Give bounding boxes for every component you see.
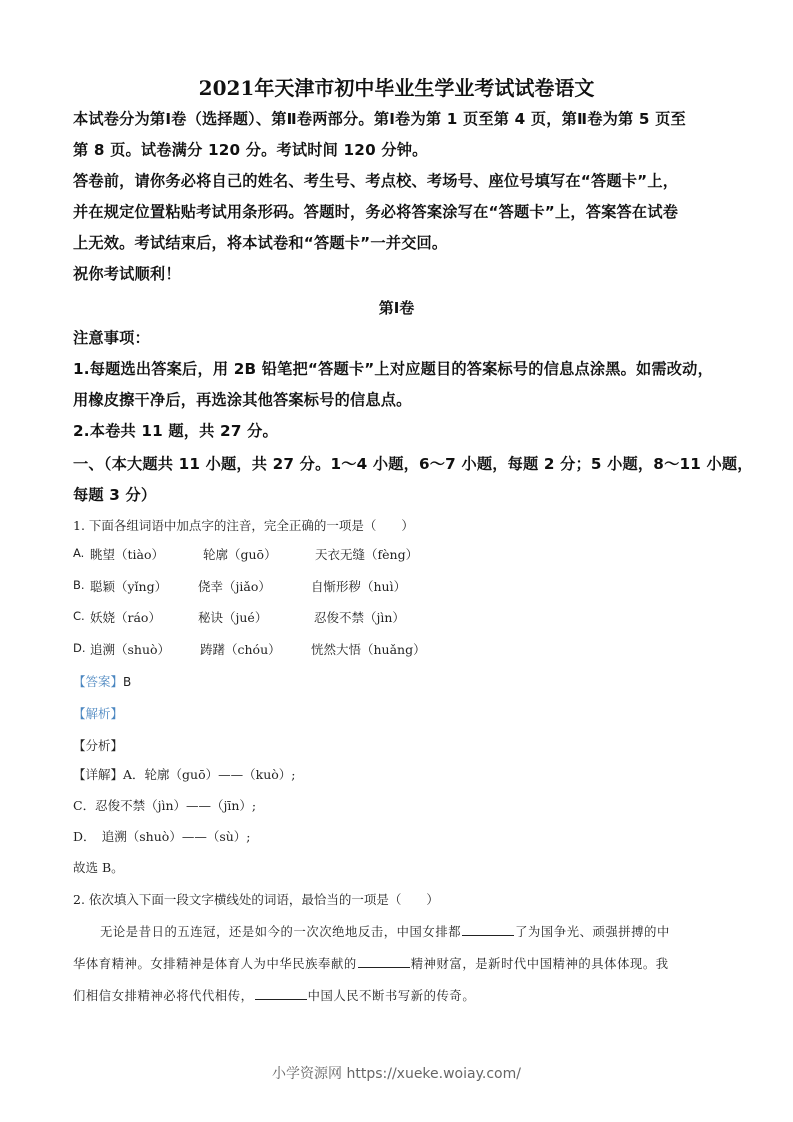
option-item: 轮廓（guō）	[203, 547, 277, 562]
option-a	[73, 545, 419, 562]
option-item: 恍然大悟（huǎng）	[311, 642, 426, 657]
passage-line	[73, 986, 723, 1004]
intro-line: 本试卷分为第Ⅰ卷（选择题）、第Ⅱ卷两部分。第Ⅰ卷为第 1 页至第 4 页，第Ⅱ卷为第 5 页至	[73, 110, 686, 128]
part-heading: 一、（本大题共 11 小题，共 27 分。1～4 小题，6～7 小题，每题 2 分；5 小题，8～11 小题，	[73, 455, 753, 473]
option-label: C.	[73, 609, 85, 623]
option-label: D.	[73, 641, 86, 655]
answer-value: B	[123, 675, 132, 689]
option-c	[73, 608, 405, 625]
option-item: 自惭形秽（huì）	[311, 579, 407, 594]
intro-line: 第 8 页。试卷满分 120 分。考试时间 120 分钟。	[73, 141, 428, 159]
fenxi-tag: 【分析】	[73, 738, 124, 753]
answer-tag: 【答案】	[73, 674, 124, 689]
option-d	[73, 640, 426, 657]
section-heading: 第Ⅰ卷	[378, 299, 415, 317]
passage-text: 中国人民不断书写新的传奇。	[307, 989, 476, 1003]
option-label: B.	[73, 578, 85, 592]
passage-text: 精神财富，是新时代中国精神的具体体现。我	[410, 957, 669, 971]
question-1-stem: 1. 下面各组词语中加点字的注音，完全正确的一项是（ ）	[73, 518, 414, 533]
fill-blank	[462, 924, 514, 936]
fenxi-line	[73, 736, 123, 754]
passage-line	[73, 954, 723, 972]
detail-text: A．轮廓（guō）——（kuò）;	[123, 767, 296, 782]
passage-line	[100, 922, 750, 940]
intro-line: 上无效。考试结束后，将本试卷和“答题卡”一并交回。	[73, 234, 448, 252]
option-item: 侥幸（jiǎo）	[198, 579, 271, 594]
detail-line: C．忍俊不禁（jìn）——（jīn）;	[73, 798, 257, 813]
detail-line	[73, 765, 295, 783]
conclusion-line: 故选 B。	[73, 860, 124, 875]
detail-line: D． 追溯（shuò）——（sù）;	[73, 829, 251, 844]
intro-line: 并在规定位置粘贴考试用条形码。答题时，务必将答案涂写在“答题卡”上，答案答在试卷	[73, 203, 679, 221]
option-item: 追溯（shuò）	[90, 642, 171, 657]
part-heading: 每题 3 分）	[73, 486, 157, 504]
notice-line: 2.本卷共 11 题，共 27 分。	[73, 422, 278, 440]
notice-line: 1.每题选出答案后，用 2B 铅笔把“答题卡”上对应题目的答案标号的信息点涂黑。如需改动，	[73, 360, 713, 378]
option-label: A.	[73, 546, 85, 560]
option-item: 天衣无缝（fèng）	[315, 547, 419, 562]
option-item: 眺望（tiào）	[90, 547, 164, 562]
detail-tag: 【详解】	[73, 767, 124, 782]
passage-text: 们相信女排精神必将代代相传，	[73, 989, 254, 1003]
option-item: 忍俊不禁（jìn）	[314, 610, 405, 625]
notice-title: 注意事项：	[73, 329, 150, 347]
footer-watermark: 小学资源网 https://xueke.woiay.com/	[272, 1066, 521, 1082]
option-item: 踌躇（chóu）	[200, 642, 281, 657]
passage-text: 华体育精神。女排精神是体育人为中华民族奉献的	[73, 957, 357, 971]
option-item: 聪颖（yǐng）	[90, 579, 168, 594]
analysis-tag: 【解析】	[73, 706, 124, 721]
intro-line: 答卷前，请你务必将自己的姓名、考生号、考点校、考场号、座位号填写在“答题卡”上，	[73, 172, 679, 190]
document-title: 2021年天津市初中毕业生学业考试试卷语文	[198, 76, 595, 100]
fill-blank	[255, 988, 307, 1000]
answer-line	[73, 672, 131, 690]
option-item: 妖娆（ráo）	[90, 610, 161, 625]
passage-text: 无论是昔日的五连冠，还是如今的一次次绝地反击，中国女排都	[100, 925, 462, 939]
option-b	[73, 577, 407, 594]
analysis-line	[73, 704, 123, 722]
notice-line: 用橡皮擦干净后，再选涂其他答案标号的信息点。	[73, 391, 412, 409]
fill-blank	[358, 956, 410, 968]
question-2-stem: 2. 依次填入下面一段文字横线处的词语，最恰当的一项是（ ）	[73, 892, 439, 907]
passage-text: 了为国争光、顽强拼搏的中	[515, 925, 670, 939]
good-luck-line: 祝你考试顺利！	[73, 265, 181, 283]
option-item: 秘诀（jué）	[198, 610, 268, 625]
